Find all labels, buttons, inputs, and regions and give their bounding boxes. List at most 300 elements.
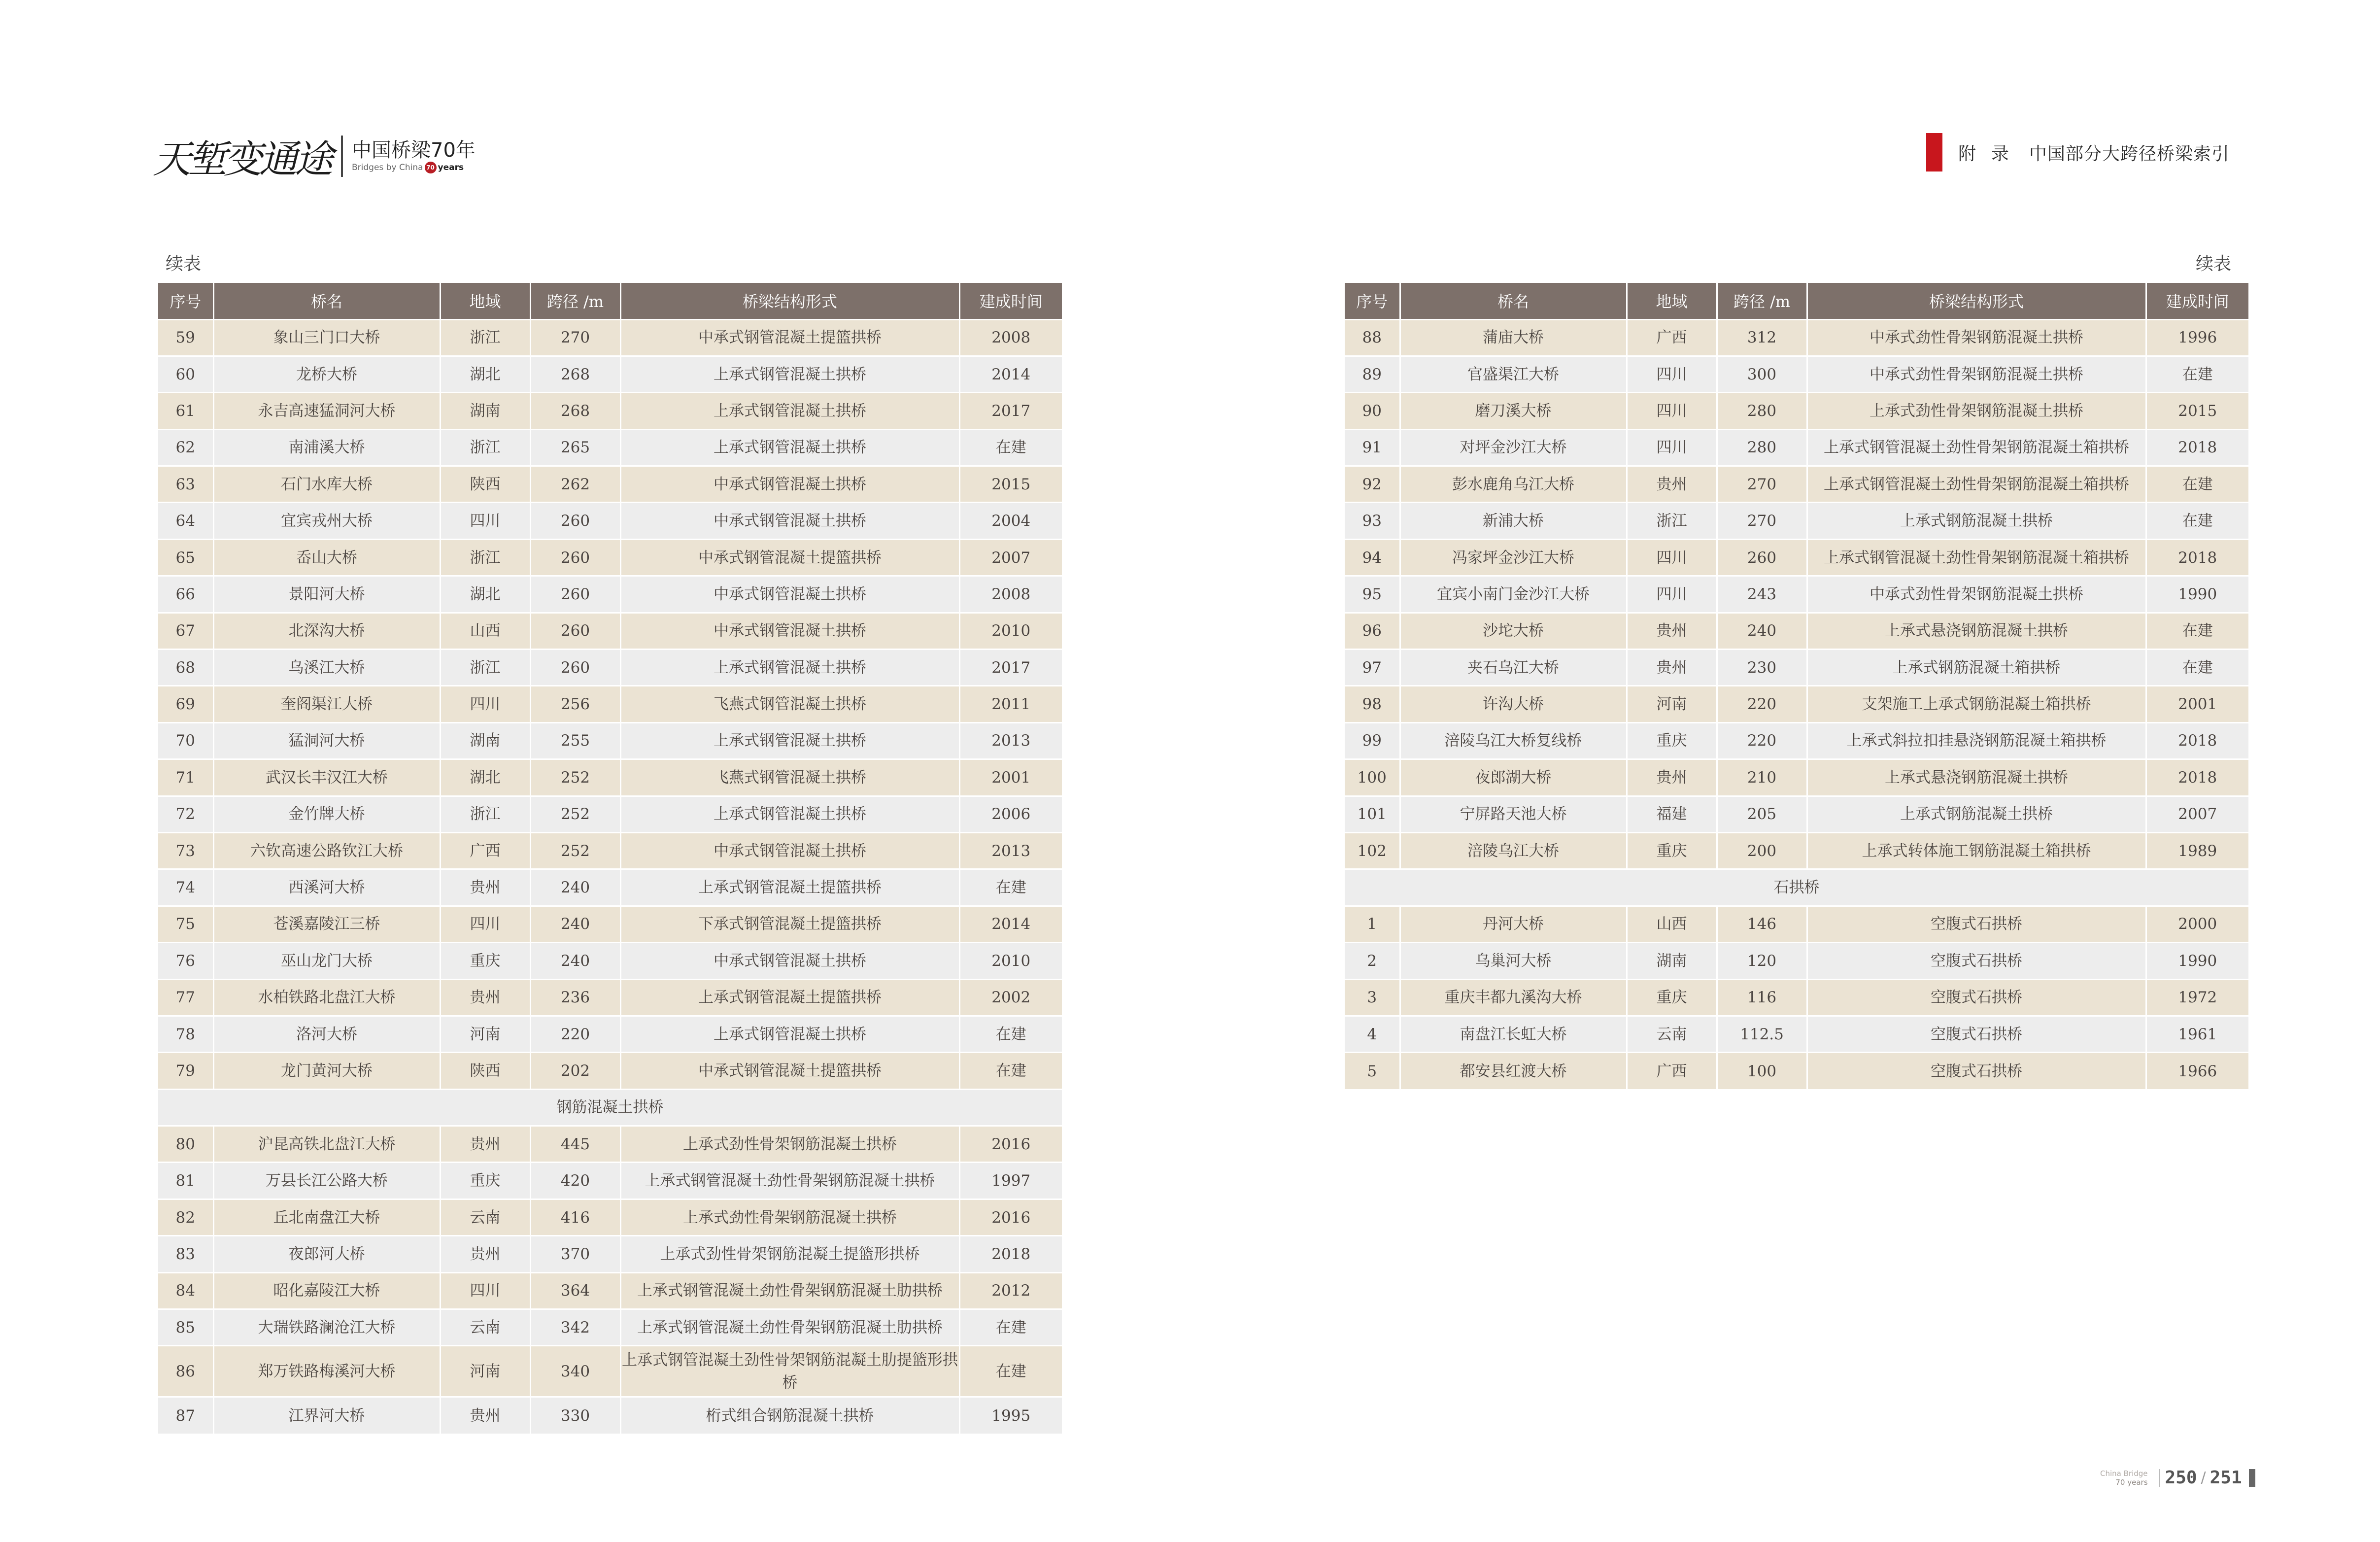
cell-type: 上承式钢管混凝土劲性骨架钢筋混凝土拱桥 — [620, 1163, 959, 1199]
cell-region: 四川 — [1627, 539, 1717, 576]
cell-no: 69 — [158, 686, 213, 722]
cell-region: 浙江 — [440, 650, 530, 686]
cell-span: 270 — [1717, 503, 1807, 539]
cell-year: 1972 — [2146, 979, 2248, 1016]
cell-region: 重庆 — [440, 1163, 530, 1199]
cell-region: 湖南 — [1627, 943, 1717, 979]
cell-year: 2007 — [2146, 796, 2248, 832]
cell-region: 四川 — [1627, 356, 1717, 392]
column-header: 序号 — [158, 283, 213, 319]
folio-brand — [2100, 1469, 2148, 1487]
folio-brand-top: China Bridge — [2100, 1469, 2148, 1478]
table-row — [1345, 979, 2248, 1016]
cell-span: 240 — [530, 869, 620, 906]
cell-region: 贵州 — [1627, 466, 1717, 503]
category-row — [1345, 869, 2248, 906]
cell-no: 60 — [158, 356, 213, 392]
cell-span: 200 — [1717, 832, 1807, 869]
cell-type: 中承式钢管混凝土提篮拱桥 — [620, 319, 959, 356]
book-title: 中国桥梁70年 — [352, 139, 476, 162]
cell-no: 98 — [1345, 686, 1400, 722]
cell-region: 河南 — [1627, 686, 1717, 722]
cell-no: 90 — [1345, 393, 1400, 429]
cell-span: 202 — [530, 1053, 620, 1089]
cell-no: 84 — [158, 1272, 213, 1309]
cell-type: 中承式钢管混凝土拱桥 — [620, 613, 959, 649]
cell-type: 上承式钢管混凝土劲性骨架钢筋混凝土肋拱桥 — [620, 1272, 959, 1309]
cell-year: 在建 — [959, 1016, 1062, 1052]
table-row — [158, 1272, 1062, 1309]
cell-year: 2017 — [959, 393, 1062, 429]
cell-name: 金竹牌大桥 — [213, 796, 440, 832]
folio-divider — [2159, 1469, 2160, 1487]
column-header: 桥名 — [1400, 283, 1627, 319]
table-row — [1345, 1053, 2248, 1089]
cell-year: 2018 — [2146, 722, 2248, 759]
cell-span: 340 — [530, 1346, 620, 1397]
cell-type: 上承式转体施工钢筋混凝土箱拱桥 — [1807, 832, 2146, 869]
cell-span: 312 — [1717, 319, 1807, 356]
column-header: 桥名 — [213, 283, 440, 319]
cell-type: 飞燕式钢管混凝土拱桥 — [620, 686, 959, 722]
cell-name: 象山三门口大桥 — [213, 319, 440, 356]
cell-span: 112.5 — [1717, 1016, 1807, 1052]
cell-region: 湖南 — [440, 393, 530, 429]
cell-region: 四川 — [440, 906, 530, 942]
cell-no: 62 — [158, 429, 213, 466]
cell-span: 268 — [530, 393, 620, 429]
cell-region: 湖北 — [440, 356, 530, 392]
cell-type: 上承式钢管混凝土劲性骨架钢筋混凝土箱拱桥 — [1807, 539, 2146, 576]
cell-region: 重庆 — [1627, 722, 1717, 759]
cell-no: 64 — [158, 503, 213, 539]
cell-region: 贵州 — [440, 869, 530, 906]
cell-no: 96 — [1345, 613, 1400, 649]
table-row — [1345, 613, 2248, 649]
cell-no: 102 — [1345, 832, 1400, 869]
cell-region: 重庆 — [1627, 832, 1717, 869]
cell-span: 260 — [530, 576, 620, 613]
cell-type: 上承式钢管混凝土提篮拱桥 — [620, 869, 959, 906]
cell-name: 奎阁渠江大桥 — [213, 686, 440, 722]
table-row — [158, 832, 1062, 869]
category-label: 钢筋混凝土拱桥 — [158, 1089, 1062, 1126]
cell-region: 重庆 — [1627, 979, 1717, 1016]
cell-name: 宁屏路天池大桥 — [1400, 796, 1627, 832]
cell-type: 空腹式石拱桥 — [1807, 943, 2146, 979]
table-row — [158, 722, 1062, 759]
cell-span: 270 — [530, 319, 620, 356]
cell-year: 2010 — [959, 613, 1062, 649]
folio-bar — [2249, 1469, 2255, 1487]
cell-name: 宜宾戎州大桥 — [213, 503, 440, 539]
cell-name: 沙坨大桥 — [1400, 613, 1627, 649]
cell-span: 230 — [1717, 650, 1807, 686]
cell-year: 在建 — [2146, 356, 2248, 392]
cell-type: 中承式钢管混凝土拱桥 — [620, 943, 959, 979]
column-header: 跨径 /m — [530, 283, 620, 319]
section-heading — [1958, 140, 2230, 165]
cell-no: 86 — [158, 1346, 213, 1397]
cell-span: 364 — [530, 1272, 620, 1309]
cell-year: 在建 — [959, 1346, 1062, 1397]
cell-span: 416 — [530, 1199, 620, 1235]
cell-name: 丘北南盘江大桥 — [213, 1199, 440, 1235]
cell-year: 2017 — [959, 650, 1062, 686]
column-header: 跨径 /m — [1717, 283, 1807, 319]
cell-type: 上承式钢筋混凝土拱桥 — [1807, 503, 2146, 539]
cell-span: 120 — [1717, 943, 1807, 979]
header-divider — [341, 136, 343, 177]
cell-type: 上承式劲性骨架钢筋混凝土拱桥 — [620, 1126, 959, 1163]
cell-span: 445 — [530, 1126, 620, 1163]
cell-year: 2007 — [959, 539, 1062, 576]
cell-year: 2013 — [959, 722, 1062, 759]
cell-name: 涪陵乌江大桥复线桥 — [1400, 722, 1627, 759]
cell-region: 浙江 — [1627, 503, 1717, 539]
cell-span: 256 — [530, 686, 620, 722]
table-body — [1345, 319, 2248, 1089]
cell-no: 81 — [158, 1163, 213, 1199]
table-row — [158, 576, 1062, 613]
cell-region: 四川 — [440, 686, 530, 722]
table-row — [158, 1236, 1062, 1272]
cell-span: 146 — [1717, 906, 1807, 942]
cell-no: 92 — [1345, 466, 1400, 503]
cell-name: 丹河大桥 — [1400, 906, 1627, 942]
cell-no: 89 — [1345, 356, 1400, 392]
book-title-block — [352, 139, 476, 173]
cell-region: 浙江 — [440, 429, 530, 466]
cell-span: 330 — [530, 1397, 620, 1434]
cell-no: 76 — [158, 943, 213, 979]
table-row — [158, 1016, 1062, 1052]
cell-span: 265 — [530, 429, 620, 466]
cell-name: 六钦高速公路钦江大桥 — [213, 832, 440, 869]
cell-year: 2014 — [959, 906, 1062, 942]
table-row — [158, 319, 1062, 356]
cell-name: 夜郎湖大桥 — [1400, 759, 1627, 796]
table-row — [1345, 943, 2248, 979]
cell-name: 南浦溪大桥 — [213, 429, 440, 466]
cell-span: 300 — [1717, 356, 1807, 392]
cell-type: 中承式钢管混凝土提篮拱桥 — [620, 1053, 959, 1089]
cell-no: 5 — [1345, 1053, 1400, 1089]
table-row — [1345, 796, 2248, 832]
cell-type: 中承式钢管混凝土拱桥 — [620, 503, 959, 539]
cell-no: 67 — [158, 613, 213, 649]
cell-name: 永吉高速猛洞河大桥 — [213, 393, 440, 429]
cell-type: 上承式劲性骨架钢筋混凝土提篮形拱桥 — [620, 1236, 959, 1272]
cell-year: 在建 — [959, 1053, 1062, 1089]
cell-year: 1995 — [959, 1397, 1062, 1434]
column-header: 地域 — [1627, 283, 1717, 319]
table-row — [1345, 1016, 2248, 1052]
cell-span: 370 — [530, 1236, 620, 1272]
cell-region: 浙江 — [440, 796, 530, 832]
continued-label-right: 续表 — [2195, 254, 2231, 274]
cell-year: 在建 — [959, 429, 1062, 466]
cell-span: 220 — [530, 1016, 620, 1052]
table-row — [158, 979, 1062, 1016]
cell-region: 山西 — [440, 613, 530, 649]
table-header-row — [1345, 283, 2248, 319]
cell-type: 上承式钢管混凝土劲性骨架钢筋混凝土箱拱桥 — [1807, 429, 2146, 466]
cell-year: 2018 — [959, 1236, 1062, 1272]
cell-type: 上承式钢管混凝土提篮拱桥 — [620, 979, 959, 1016]
bridge-index-table-right — [1345, 283, 2248, 1089]
table-row — [158, 906, 1062, 942]
folio-slash: / — [2201, 1469, 2206, 1486]
cell-name: 乌溪江大桥 — [213, 650, 440, 686]
cell-year: 2013 — [959, 832, 1062, 869]
cell-type: 空腹式石拱桥 — [1807, 1016, 2146, 1052]
cell-no: 70 — [158, 722, 213, 759]
cell-type: 上承式斜拉扣挂悬浇钢筋混凝土箱拱桥 — [1807, 722, 2146, 759]
category-row — [158, 1089, 1062, 1126]
table-row — [158, 503, 1062, 539]
cell-span: 270 — [1717, 466, 1807, 503]
cell-type: 上承式钢管混凝土劲性骨架钢筋混凝土肋拱桥 — [620, 1309, 959, 1346]
cell-no: 72 — [158, 796, 213, 832]
cell-name: 夜郎河大桥 — [213, 1236, 440, 1272]
cell-name: 乌巢河大桥 — [1400, 943, 1627, 979]
section-marker — [1926, 133, 1942, 171]
cell-year: 2004 — [959, 503, 1062, 539]
cell-year: 在建 — [959, 1309, 1062, 1346]
cell-region: 四川 — [1627, 576, 1717, 613]
cell-year: 2016 — [959, 1199, 1062, 1235]
cell-region: 云南 — [440, 1199, 530, 1235]
cell-type: 中承式钢管混凝土拱桥 — [620, 576, 959, 613]
cell-name: 武汉长丰汉江大桥 — [213, 759, 440, 796]
cell-type: 飞燕式钢管混凝土拱桥 — [620, 759, 959, 796]
table-row — [158, 1163, 1062, 1199]
table-row — [158, 393, 1062, 429]
cell-name: 龙桥大桥 — [213, 356, 440, 392]
appendix-label-2: 录 — [1991, 143, 2009, 164]
column-header: 建成时间 — [2146, 283, 2248, 319]
cell-name: 岙山大桥 — [213, 539, 440, 576]
cell-name: 沪昆高铁北盘江大桥 — [213, 1126, 440, 1163]
cell-span: 205 — [1717, 796, 1807, 832]
cell-span: 100 — [1717, 1053, 1807, 1089]
table-row — [158, 356, 1062, 392]
cell-span: 220 — [1717, 722, 1807, 759]
cell-type: 上承式劲性骨架钢筋混凝土拱桥 — [1807, 393, 2146, 429]
cell-no: 75 — [158, 906, 213, 942]
cell-name: 龙门黄河大桥 — [213, 1053, 440, 1089]
cell-year: 2018 — [2146, 759, 2248, 796]
cell-type: 支架施工上承式钢筋混凝土箱拱桥 — [1807, 686, 2146, 722]
cell-region: 贵州 — [440, 1126, 530, 1163]
cell-name: 昭化嘉陵江大桥 — [213, 1272, 440, 1309]
cell-region: 河南 — [440, 1016, 530, 1052]
cell-no: 68 — [158, 650, 213, 686]
cell-name: 石门水库大桥 — [213, 466, 440, 503]
cell-name: 万县长江公路大桥 — [213, 1163, 440, 1199]
cell-year: 在建 — [2146, 503, 2248, 539]
cell-year: 在建 — [2146, 650, 2248, 686]
cell-year: 1989 — [2146, 832, 2248, 869]
table-row — [158, 539, 1062, 576]
cell-span: 210 — [1717, 759, 1807, 796]
cell-span: 252 — [530, 759, 620, 796]
page-number-right: 251 — [2210, 1468, 2242, 1488]
cell-no: 80 — [158, 1126, 213, 1163]
cell-year: 2001 — [959, 759, 1062, 796]
table-row — [158, 1397, 1062, 1434]
cell-name: 巫山龙门大桥 — [213, 943, 440, 979]
cell-name: 洛河大桥 — [213, 1016, 440, 1052]
cell-region: 贵州 — [440, 979, 530, 1016]
section-header — [1926, 133, 2230, 171]
cell-region: 贵州 — [1627, 759, 1717, 796]
cell-type: 上承式钢管混凝土拱桥 — [620, 796, 959, 832]
cell-region: 云南 — [1627, 1016, 1717, 1052]
folio-brand-bottom: 70 years — [2115, 1477, 2148, 1487]
cell-no: 91 — [1345, 429, 1400, 466]
table-row — [158, 796, 1062, 832]
cell-region: 四川 — [1627, 429, 1717, 466]
cell-year: 2012 — [959, 1272, 1062, 1309]
seventy-badge-icon: 70 — [425, 162, 437, 173]
cell-span: 262 — [530, 466, 620, 503]
cell-year: 2011 — [959, 686, 1062, 722]
cell-no: 82 — [158, 1199, 213, 1235]
appendix-label-1: 附 — [1958, 143, 1976, 164]
section-title: 中国部分大跨径桥梁索引 — [2029, 143, 2230, 164]
table-row — [158, 466, 1062, 503]
cell-year: 2002 — [959, 979, 1062, 1016]
cell-region: 贵州 — [440, 1236, 530, 1272]
table-row — [158, 869, 1062, 906]
cell-type: 上承式劲性骨架钢筋混凝土拱桥 — [620, 1199, 959, 1235]
cell-no: 61 — [158, 393, 213, 429]
table-row — [1345, 393, 2248, 429]
cell-type: 中承式劲性骨架钢筋混凝土拱桥 — [1807, 319, 2146, 356]
cell-type: 中承式钢管混凝土提篮拱桥 — [620, 539, 959, 576]
cell-name: 磨刀溪大桥 — [1400, 393, 1627, 429]
cell-region: 湖南 — [440, 722, 530, 759]
cell-region: 河南 — [440, 1346, 530, 1397]
cell-type: 中承式钢管混凝土拱桥 — [620, 466, 959, 503]
book-subtitle — [352, 162, 476, 173]
cell-region: 福建 — [1627, 796, 1717, 832]
cell-type: 空腹式石拱桥 — [1807, 1053, 2146, 1089]
cell-year: 1997 — [959, 1163, 1062, 1199]
cell-name: 江界河大桥 — [213, 1397, 440, 1434]
cell-name: 对坪金沙江大桥 — [1400, 429, 1627, 466]
table-row — [1345, 832, 2248, 869]
cell-no: 99 — [1345, 722, 1400, 759]
cell-span: 420 — [530, 1163, 620, 1199]
cell-region: 贵州 — [1627, 650, 1717, 686]
table-row — [1345, 503, 2248, 539]
table-row — [1345, 576, 2248, 613]
cell-name: 涪陵乌江大桥 — [1400, 832, 1627, 869]
cell-span: 260 — [1717, 539, 1807, 576]
cell-name: 重庆丰都九溪沟大桥 — [1400, 979, 1627, 1016]
cell-year: 2010 — [959, 943, 1062, 979]
cell-name: 官盛渠江大桥 — [1400, 356, 1627, 392]
cell-type: 上承式钢管混凝土劲性骨架钢筋混凝土肋提篮形拱桥 — [620, 1346, 959, 1397]
cell-region: 陕西 — [440, 1053, 530, 1089]
cell-no: 101 — [1345, 796, 1400, 832]
cell-span: 342 — [530, 1309, 620, 1346]
cell-region: 重庆 — [440, 943, 530, 979]
cell-no: 77 — [158, 979, 213, 1016]
cell-span: 280 — [1717, 429, 1807, 466]
cell-no: 78 — [158, 1016, 213, 1052]
cell-year: 2008 — [959, 576, 1062, 613]
cell-region: 贵州 — [440, 1397, 530, 1434]
cell-no: 71 — [158, 759, 213, 796]
cell-region: 广西 — [1627, 1053, 1717, 1089]
cell-no: 88 — [1345, 319, 1400, 356]
cell-year: 2016 — [959, 1126, 1062, 1163]
cell-year: 1961 — [2146, 1016, 2248, 1052]
table-body — [158, 319, 1062, 1434]
cell-span: 260 — [530, 539, 620, 576]
table-row — [158, 613, 1062, 649]
table-header-row — [158, 283, 1062, 319]
cell-span: 260 — [530, 650, 620, 686]
cell-year: 2015 — [959, 466, 1062, 503]
cell-year: 2018 — [2146, 429, 2248, 466]
cell-span: 280 — [1717, 393, 1807, 429]
cell-no: 65 — [158, 539, 213, 576]
cell-no: 79 — [158, 1053, 213, 1089]
cell-type: 上承式钢管混凝土拱桥 — [620, 722, 959, 759]
page-number-left: 250 — [2165, 1468, 2197, 1488]
subtitle-suffix: years — [438, 163, 464, 172]
cell-no: 100 — [1345, 759, 1400, 796]
cell-span: 255 — [530, 722, 620, 759]
cell-type: 中承式劲性骨架钢筋混凝土拱桥 — [1807, 356, 2146, 392]
cell-no: 66 — [158, 576, 213, 613]
cell-type: 上承式悬浇钢筋混凝土拱桥 — [1807, 759, 2146, 796]
cell-type: 下承式钢管混凝土提篮拱桥 — [620, 906, 959, 942]
cell-span: 236 — [530, 979, 620, 1016]
cell-name: 彭水鹿角乌江大桥 — [1400, 466, 1627, 503]
cell-year: 2015 — [2146, 393, 2248, 429]
table-row — [1345, 686, 2248, 722]
cell-region: 陕西 — [440, 466, 530, 503]
cell-name: 大瑞铁路澜沧江大桥 — [213, 1309, 440, 1346]
cell-year: 2018 — [2146, 539, 2248, 576]
cell-no: 2 — [1345, 943, 1400, 979]
cell-span: 116 — [1717, 979, 1807, 1016]
book-header — [153, 129, 476, 183]
cell-type: 上承式钢管混凝土拱桥 — [620, 429, 959, 466]
column-header: 建成时间 — [959, 283, 1062, 319]
cell-type: 空腹式石拱桥 — [1807, 906, 2146, 942]
cell-region: 贵州 — [1627, 613, 1717, 649]
column-header: 桥梁结构形式 — [1807, 283, 2146, 319]
cell-name: 苍溪嘉陵江三桥 — [213, 906, 440, 942]
cell-region: 湖北 — [440, 576, 530, 613]
cell-region: 云南 — [440, 1309, 530, 1346]
table-row — [158, 686, 1062, 722]
cell-region: 四川 — [1627, 393, 1717, 429]
table-row — [1345, 722, 2248, 759]
table-row — [1345, 319, 2248, 356]
bridge-index-table-left — [158, 283, 1062, 1434]
cell-name: 都安县红渡大桥 — [1400, 1053, 1627, 1089]
cell-region: 广西 — [440, 832, 530, 869]
table-row — [1345, 539, 2248, 576]
